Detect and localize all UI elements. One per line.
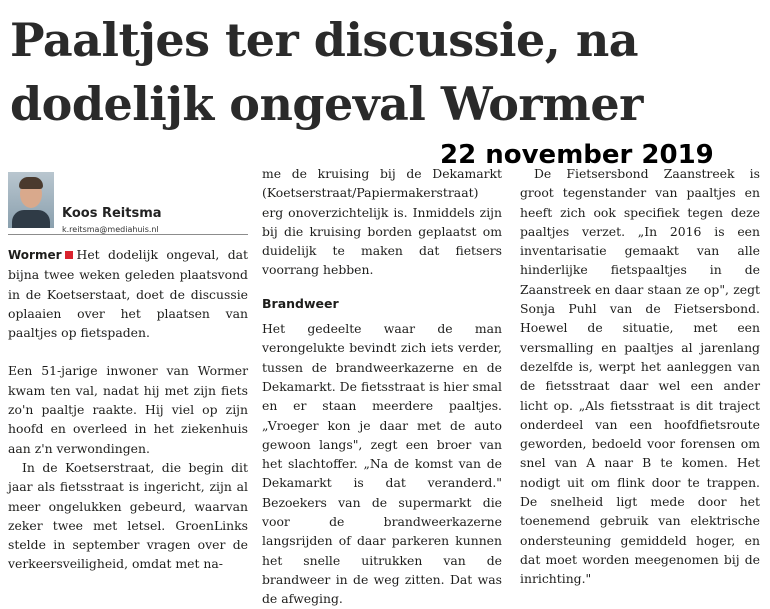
article-column-3 xyxy=(520,164,760,589)
lead-text: Het dodelijk ongeval, dat bijna twee weken geleden plaatsvond in de Koetserstaat, doet de discussie oplaaien over het plaatsen van paaltjes op fietspaden. xyxy=(8,247,248,341)
paragraph: In de Koetserstraat, die begin dit jaar als fietsstraat is ingericht, zijn al meer ongelukken gebeurd, waarvan zeker twee met letsel. GroenLinks stelde in september vragen over de verkeersveiligheid, omdat met na- xyxy=(8,459,248,572)
byline xyxy=(8,172,248,235)
author-photo xyxy=(8,172,54,228)
paragraph: Het gedeelte waar de man verongelukte bevindt zich iets verder, tussen de brandweerkazerne en de Dekamarkt. De fietsstraat is hier smal en er staan meerdere paaltjes. „Vroeger kon je daar met de auto gewoon langs", zegt een broer van het slachtoffer. „Na de komst van de Dekamarkt is dat veranderd." Bezoekers van de supermarkt die voor de brandweerkazerne langsrijden of daar parkeren kunnen het snelle uitrukken van de brandweer in de weg zitten. Dat was de afweging. xyxy=(262,321,502,607)
paragraph: me de kruising bij de Dekamarkt (Koetserstraat/Papiermakerstraat) erg onoverzichtelijk is. Inmiddels zijn bij die kruising borden geplaatst om duidelijk te maken dat fietsers voorrang hebben. xyxy=(262,166,502,278)
paragraph: De Fietsersbond Zaanstreek is groot tegenstander van paaltjes en heeft zich ook specifiek tegen deze paaltjes verzet. „In 2016 is een inventarisatie gemaakt van alle hinderlijke fietspaaltjes in de Zaanstreek en daar staan ze op", zegt Sonja Puhl van de Fietsersbond. Hoewel de situatie, met een versmalling en paaltjes al jarenlang dezelfde is, werpt het aanleggen van de fietsstraat daar wel een ander licht op. „Als fietsstraat is dit traject onderdeel van een hoofdfietsroute geworden, bedoeld voor forensen om snel van A naar B te komen. Het nodigt uit om flink door te trappen. De snelheid ligt mede door het toenemend gebruik van elektrische ondersteuning gemiddeld hoger, en dat moet worden meegenomen bij de inrichting." xyxy=(520,166,760,587)
subheading: Brandweer xyxy=(262,295,339,311)
red-square-marker xyxy=(65,251,73,259)
author-email: k.reitsma@mediahuis.nl xyxy=(62,225,159,234)
publication-date: 22 november 2019 xyxy=(440,140,714,170)
dateline-place: Wormer xyxy=(8,248,62,262)
lead-paragraph xyxy=(8,245,248,342)
headline-line-2: dodelijk ongeval Wormer xyxy=(10,77,643,131)
headline xyxy=(10,8,765,136)
paragraph: Een 51-jarige inwoner van Wormer kwam ten val, nadat hij met zijn fiets zo'n paaltje raakte. Hij viel op zijn hoofd en overleed in het ziekenhuis aan z'n verwondingen. xyxy=(8,363,248,456)
article-column-2 xyxy=(262,164,502,609)
article-column-1 xyxy=(8,172,248,574)
author-name: Koos Reitsma xyxy=(62,206,162,221)
headline-line-1: Paaltjes ter discussie, na xyxy=(10,13,639,67)
